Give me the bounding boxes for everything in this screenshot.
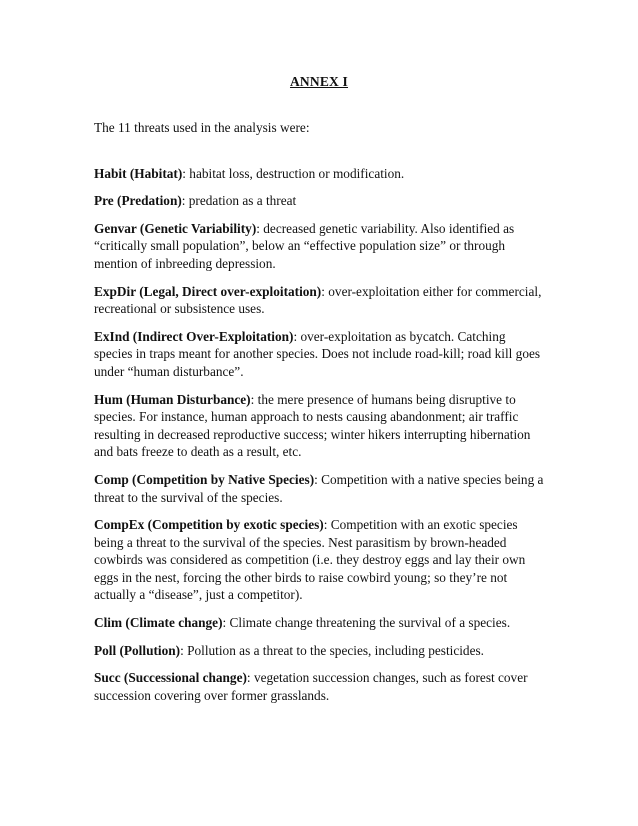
threat-term: Comp (Competition by Native Species) (94, 471, 315, 487)
threat-description: : Pollution as a threat to the species, including pesticides. (180, 642, 484, 658)
threat-description: : decreased genetic variability. Also identified as “critically small population”, below an “effective population size” or through mention of inbreeding depression. (94, 220, 515, 271)
threat-pollution (94, 642, 546, 660)
threat-term: Poll (Pollution) (94, 642, 181, 658)
threat-native-competition (94, 471, 546, 506)
threat-term: Clim (Climate change) (94, 615, 223, 631)
threat-term: Succ (Successional change) (94, 670, 247, 686)
threat-term: Hum (Human Disturbance) (94, 391, 251, 407)
page-title: ANNEX I (289, 74, 349, 89)
threat-term: ExInd (Indirect Over-Exploitation) (94, 328, 294, 344)
threat-human-disturbance (94, 391, 546, 461)
threat-description: : the mere presence of humans being disruptive to species. For instance, human approach to nests causing abandonment; air traffic resulting in decreased reproductive success; winter hikers interrupting hibernation and bats freeze to death as a result, etc. (94, 391, 531, 460)
threat-description: : over-exploitation either for commercial, recreational or subsistence uses. (94, 283, 542, 317)
threat-indirect-exploitation (94, 328, 546, 381)
threat-successional-change (94, 669, 546, 704)
threat-term: Pre (Predation) (94, 193, 182, 209)
threat-description: : vegetation succession changes, such as forest cover succession covering over former grasslands. (94, 670, 528, 703)
threat-genetic-variability (94, 220, 546, 273)
threat-description: : Competition with a native species being a threat to the survival of the species. (94, 471, 544, 505)
threat-climate-change (94, 614, 546, 632)
intro-paragraph: The 11 threats used in the analysis were: (94, 120, 310, 135)
threat-description: : Competition with an exotic species being a threat to the survival of the species. Nest parasitism by brown-headed cowbirds was considered as competition (i.e. they destroy eggs and lay their own eggs in the nest, forcing the other birds to raise cowbird young; so they’re not actually a “disease”, just a competitor). (94, 517, 526, 603)
threat-term: ExpDir (Legal, Direct over-exploitation) (94, 283, 322, 299)
threat-description: : habitat loss, destruction or modification. (182, 165, 405, 181)
threat-term: Habit (Habitat) (94, 165, 183, 181)
threat-term: Genvar (Genetic Variability) (94, 220, 257, 236)
threat-term: CompEx (Competition by exotic species) (94, 517, 324, 533)
threat-description: : over-exploitation as bycatch. Catching species in traps meant for another species. Does not include road-kill; road kill goes under “human disturbance”. (94, 328, 541, 379)
threat-description: : Climate change threatening the survival of a species. (222, 615, 511, 631)
threat-description: : predation as a threat (181, 193, 297, 209)
threat-habitat (94, 165, 546, 183)
threat-direct-exploitation (94, 283, 546, 318)
threat-exotic-competition (94, 516, 546, 604)
threat-predation (94, 192, 546, 210)
document-body (94, 119, 546, 714)
